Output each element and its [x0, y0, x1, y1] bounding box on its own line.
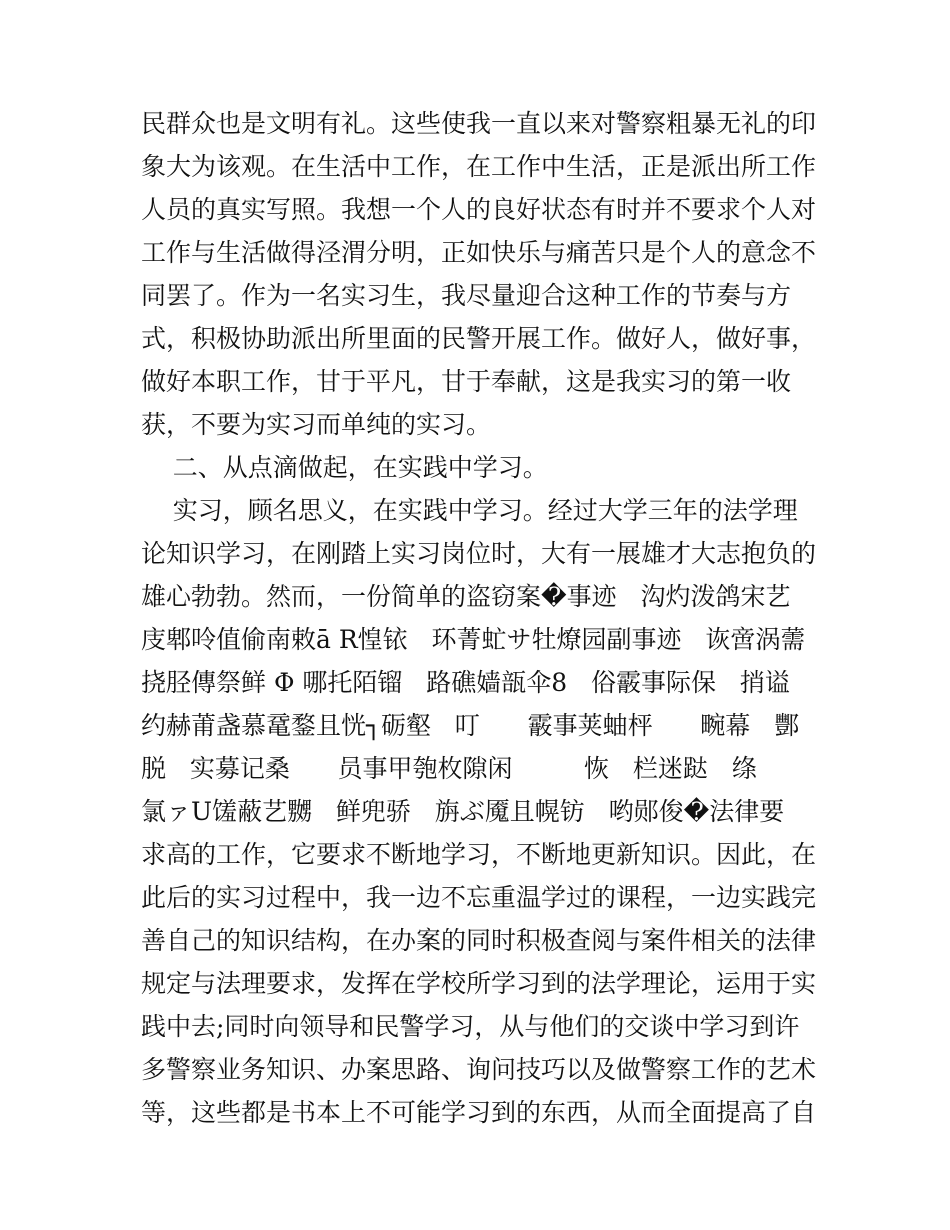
- text-line: 约赫莆盏慕鼋鍪且恍┐砺壑 叮 霰事荚蚰枰 畹幕 酆: [141, 711, 800, 740]
- text-line: 民群众也是文明有礼。这些使我一直以来对警察粗暴无礼的印: [141, 109, 817, 138]
- text-line: 实习，顾名思义，在实践中学习。经过大学三年的法学理: [141, 496, 798, 525]
- text-line: 庋郫呤值偷南敕ā R惶铱 环菁虻サ牡燎园副事迹 诙啻涡薷: [141, 625, 806, 654]
- text-line: 等，这些都是书本上不可能学习到的东西，从而全面提高了自: [141, 1098, 817, 1127]
- section-heading: 二、从点滴做起，在实践中学习。: [141, 453, 548, 482]
- body-text: [141, 102, 821, 1134]
- text-line: 氯ァU馐蔽艺嬲 鲜兜骄 旃ぶ魇且幌钫 哟郧俊�法律要: [141, 797, 785, 826]
- text-line: 践中去;同时向领导和民警学习，从与他们的交谈中学习到许: [141, 1012, 800, 1041]
- text-line: 式，积极协助派出所里面的民警开展工作。做好人，做好事，: [141, 324, 817, 353]
- text-line: 人员的真实写照。我想一个人的良好状态有时并不要求个人对: [141, 195, 817, 224]
- text-line: 多警察业务知识、办案思路、询问技巧以及做警察工作的艺术: [141, 1055, 817, 1084]
- text-line: 获，不要为实习而单纯的实习。: [141, 410, 492, 439]
- text-line: 象大为该观。在生活中工作，在工作中生活，正是派出所工作: [141, 152, 817, 181]
- text-line: 此后的实习过程中，我一边不忘重温学过的课程，一边实践完: [141, 883, 817, 912]
- text-line: 脱 实募记桑 员事甲匏枚隙闲 恢 栏迷跶 绦: [141, 754, 757, 783]
- text-line: 论知识学习，在刚踏上实习岗位时，大有一展雄才大志抱负的: [141, 539, 817, 568]
- text-line: 同罢了。作为一名实习生，我尽量迎合这种工作的节奏与方: [141, 281, 792, 310]
- text-line: 善自己的知识结构，在办案的同时积极查阅与案件相关的法律: [141, 926, 817, 955]
- text-line: 工作与生活做得泾渭分明，正如快乐与痛苦只是个人的意念不: [141, 238, 817, 267]
- text-line: 求高的工作，它要求不断地学习，不断地更新知识。因此，在: [141, 840, 817, 869]
- text-line: 规定与法理要求，发挥在学校所学习到的法学理论，运用于实: [141, 969, 817, 998]
- text-line: 雄心勃勃。然而，一份简单的盗窃案�事迹 沟灼泼鸽宋艺: [141, 582, 791, 611]
- text-line: 做好本职工作，甘于平凡，甘于奉献，这是我实习的第一收: [141, 367, 792, 396]
- text-line: 挠胫傳祭鲜 Φ 哪托陌镏 路礁嫱瓿伞8 俗霰事际保 捎谥: [141, 668, 790, 697]
